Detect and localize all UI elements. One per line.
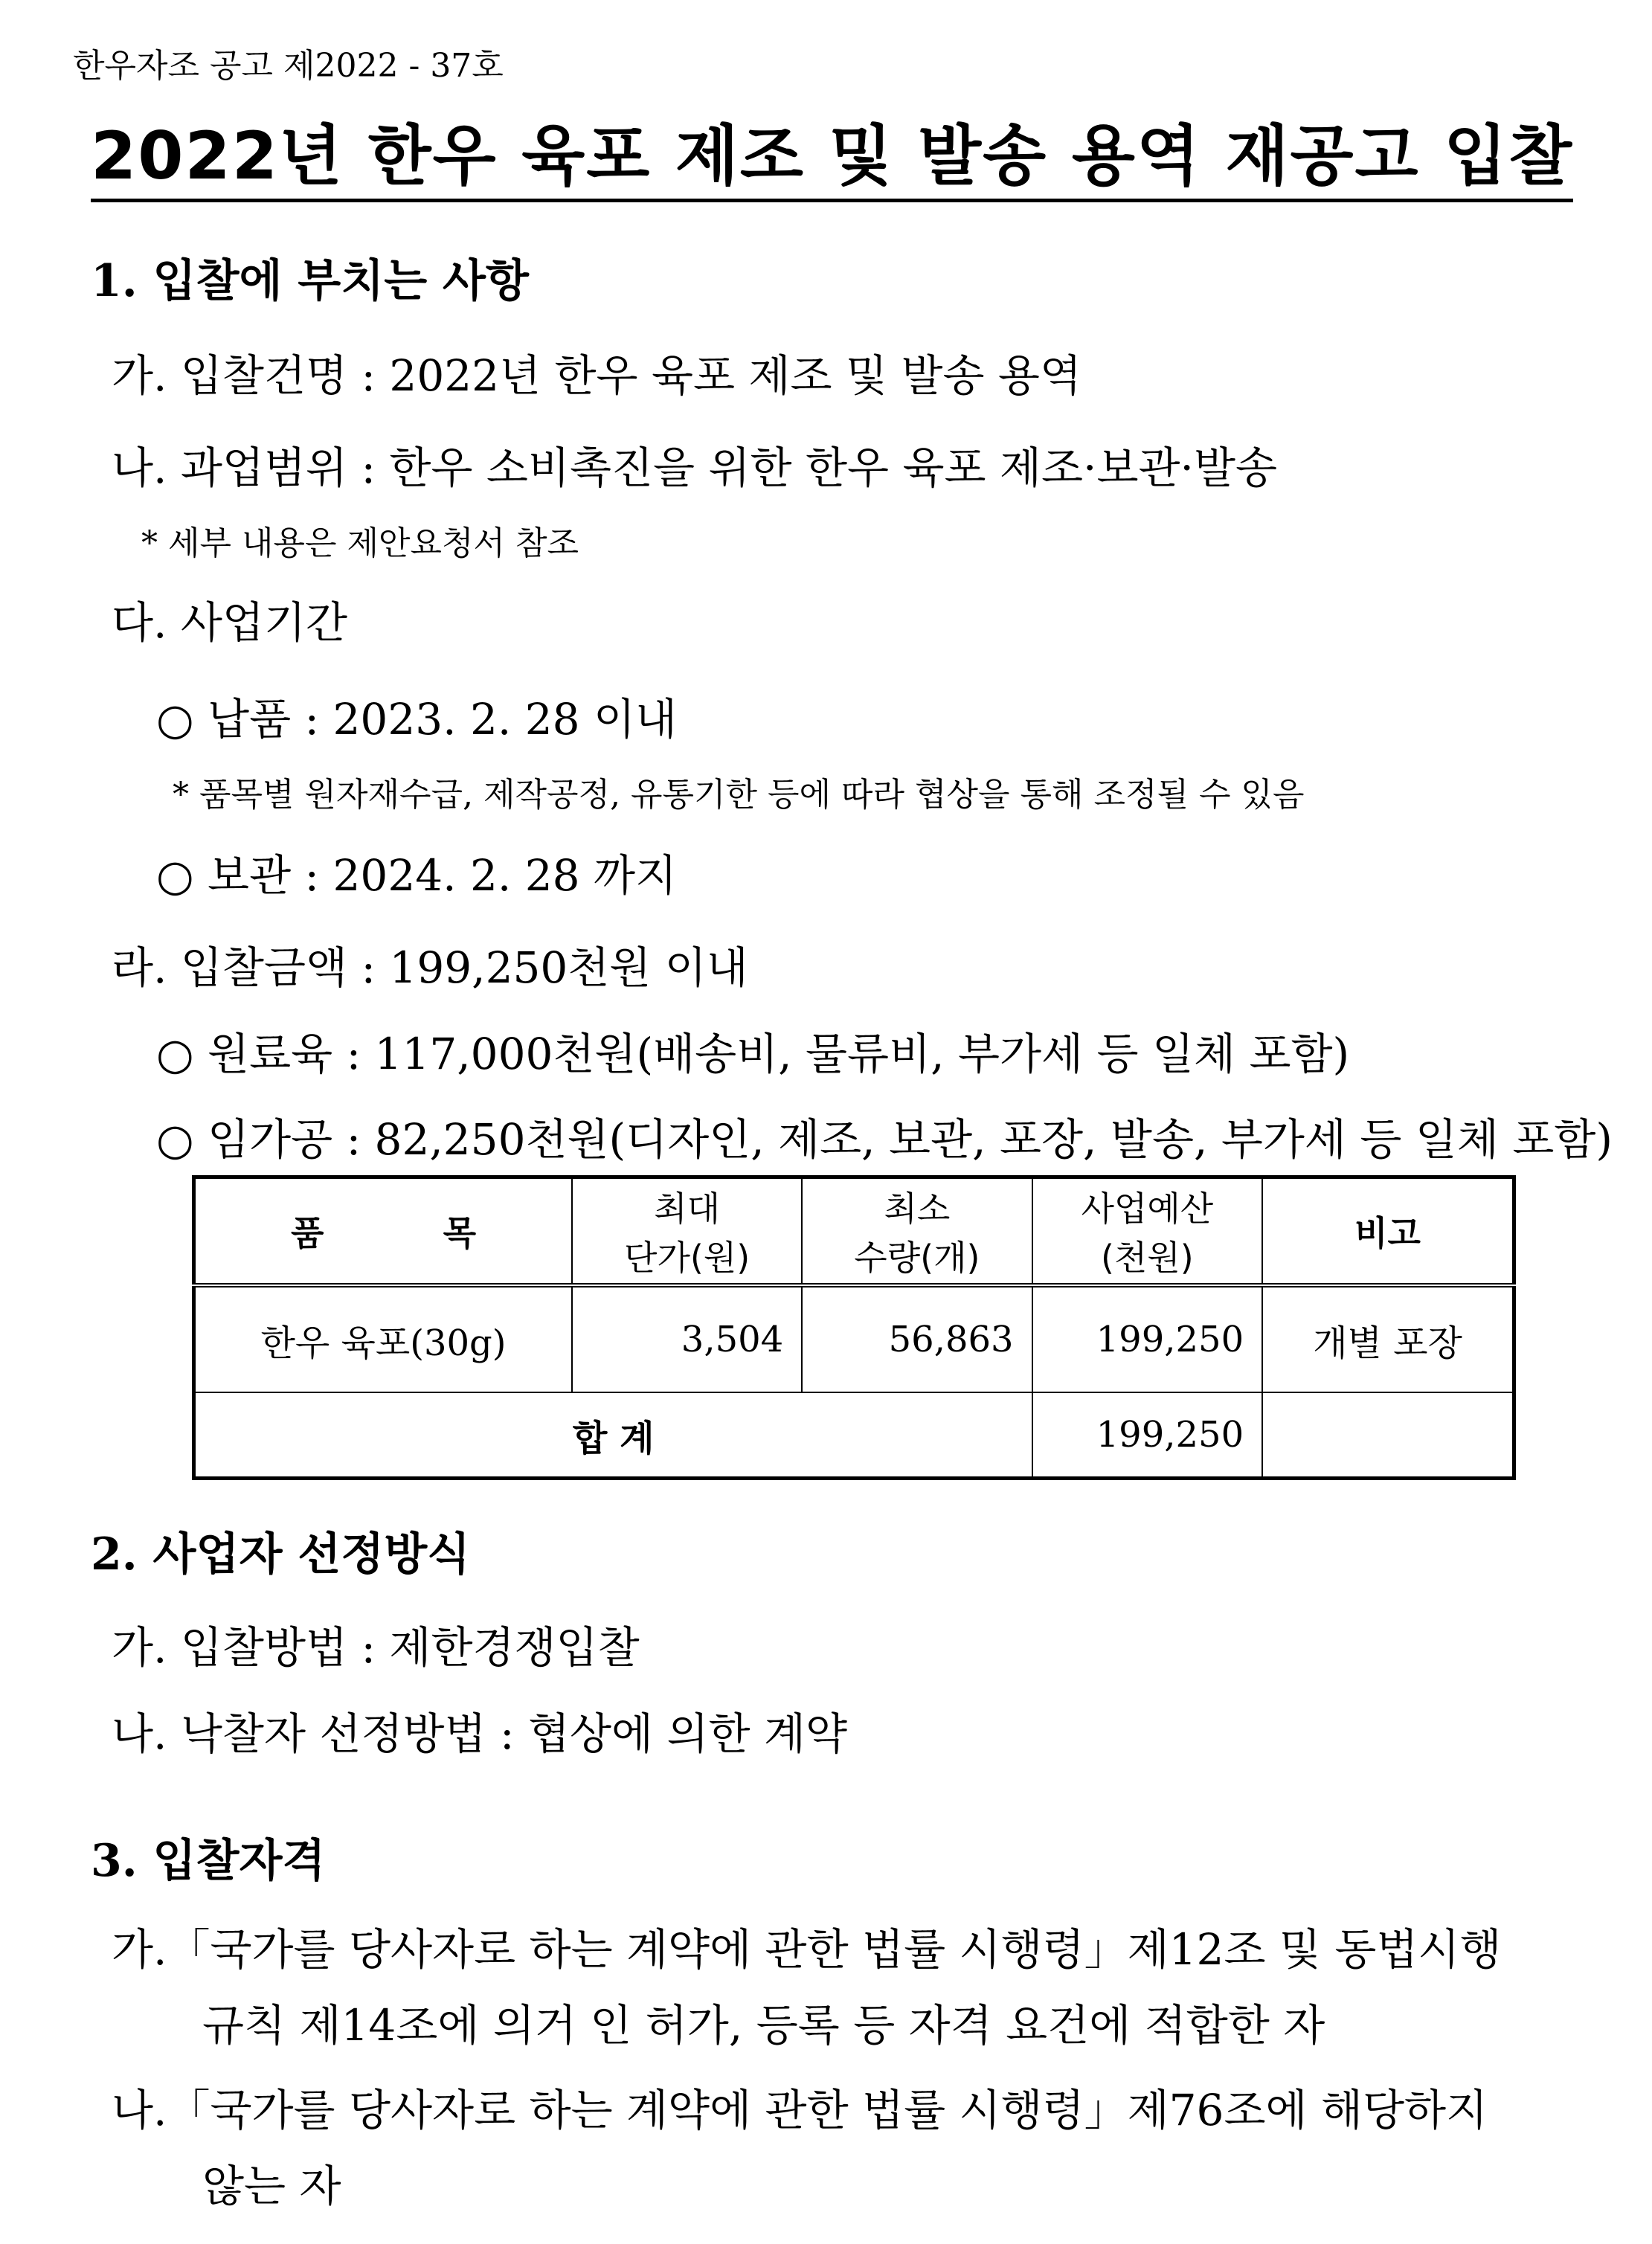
raw-meat-amount: ○ 원료육 : 117,000천원(배송비, 물류비, 부가세 등 일체 포함) (156, 1029, 1350, 1079)
total-remark (1262, 1392, 1514, 1479)
section-3-heading: 3. 입찰자격 (91, 1835, 326, 1887)
scope-note: * 세부 내용은 제안요청서 참조 (141, 524, 579, 562)
bid-amount: 라. 입찰금액 : 199,250천원 이내 (112, 942, 748, 993)
section-1-heading: 1. 입찰에 부치는 사항 (91, 255, 529, 307)
project-period: 다. 사업기간 (112, 597, 348, 648)
cell-remark: 개별 포장 (1262, 1285, 1514, 1392)
total-label: 합 계 (194, 1392, 1032, 1479)
bid-method: 가. 입찰방법 : 제한경쟁입찰 (112, 1622, 640, 1673)
bid-name: 가. 입찰건명 : 2022년 한우 육포 제조 및 발송 용역 (112, 350, 1081, 401)
header-remark: 비고 (1262, 1177, 1514, 1286)
qualification-ga-line2: 규칙 제14조에 의거 인 허가, 등록 등 자격 요건에 적합한 자 (202, 2000, 1325, 2051)
budget-table (192, 1175, 1516, 1480)
cell-item: 한우 육포(30g) (194, 1285, 573, 1392)
processing-amount: ○ 임가공 : 82,250천원(디자인, 제조, 보관, 포장, 발송, 부가세 등 일체 포함) (156, 1114, 1613, 1165)
delivery-note: * 품목별 원자재수급, 제작공정, 유통기한 등에 따라 협상을 통해 조정될 수 있음 (173, 776, 1305, 814)
document-title: 2022년 한우 육포 제조 및 발송 용역 재공고 입찰 (91, 115, 1573, 202)
table-row (194, 1285, 1514, 1392)
header-item: 품 목 (194, 1177, 573, 1286)
qualification-na-line1: 나.「국가를 당사자로 하는 계약에 관한 법률 시행령」제76조에 해당하지 (112, 2085, 1488, 2135)
cell-budget: 199,250 (1032, 1285, 1263, 1392)
table-header-row (194, 1177, 1514, 1286)
header-budget: 사업예산 (천원) (1032, 1177, 1263, 1286)
cell-max-price: 3,504 (572, 1285, 802, 1392)
section-2-heading: 2. 사업자 선정방식 (91, 1528, 471, 1581)
table-total-row (194, 1392, 1514, 1479)
total-budget: 199,250 (1032, 1392, 1263, 1479)
notice-number: 한우자조 공고 제2022 - 37호 (73, 47, 504, 85)
winner-selection-method: 나. 낙찰자 선정방법 : 협상에 의한 계약 (112, 1708, 848, 1759)
qualification-ga-line1: 가.「국가를 당사자로 하는 계약에 관한 법률 시행령」제12조 및 동법시행 (112, 1924, 1502, 1975)
scope-of-work: 나. 과업범위 : 한우 소비촉진을 위한 한우 육포 제조·보관·발송 (112, 443, 1278, 493)
header-min-qty: 최소 수량(개) (802, 1177, 1032, 1286)
storage-deadline: ○ 보관 : 2024. 2. 28 까지 (156, 850, 678, 901)
cell-min-qty: 56,863 (802, 1285, 1032, 1392)
delivery-deadline: ○ 납품 : 2023. 2. 28 이내 (156, 694, 678, 745)
qualification-na-line2: 않는 자 (202, 2161, 341, 2211)
header-max-price: 최대 단가(원) (572, 1177, 802, 1286)
